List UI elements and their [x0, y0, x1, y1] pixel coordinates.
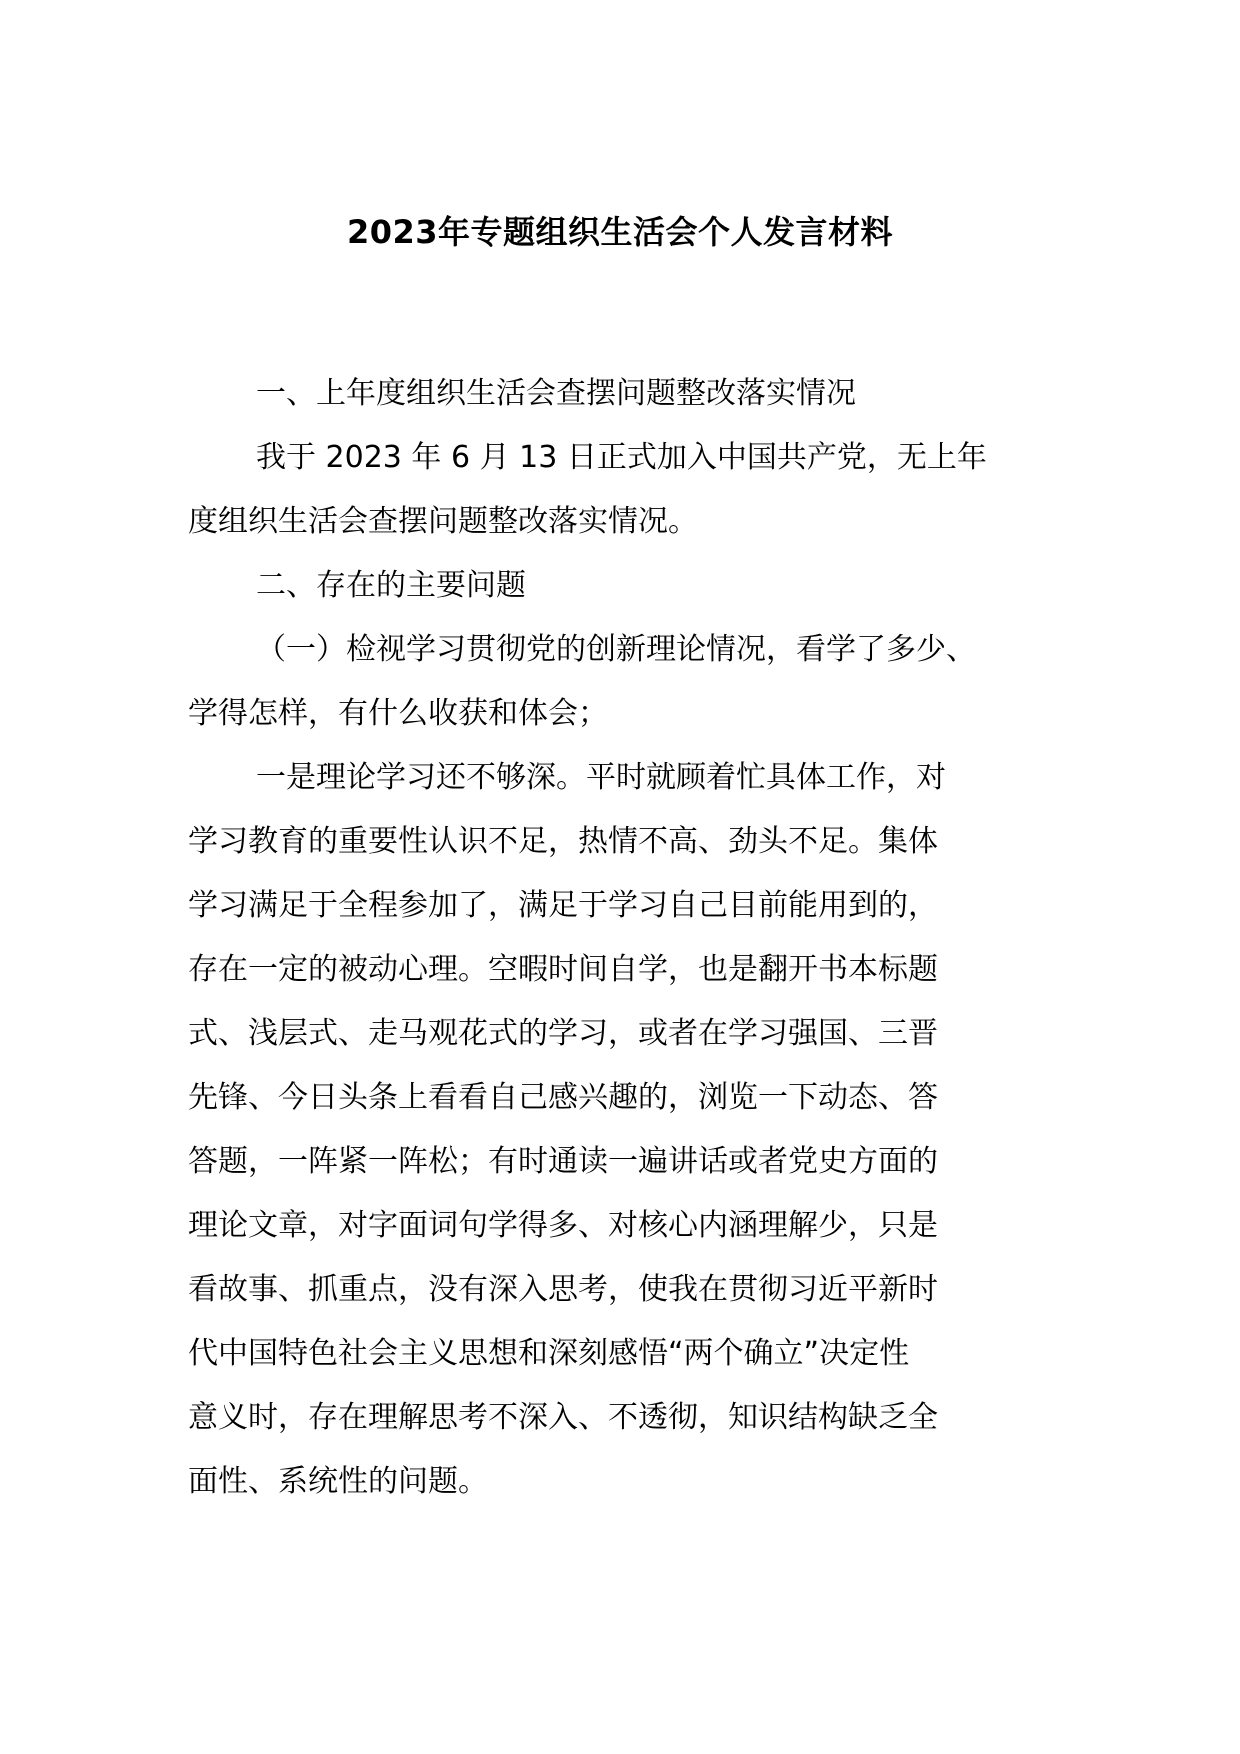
subheading-line: 学得怎样，有什么收获和体会； [188, 696, 608, 731]
paragraph-line: 学习满足于全程参加了，满足于学习自己目前能用到的， [188, 888, 938, 923]
document-title: 2023年专题组织生活会个人发言材料 [346, 213, 894, 251]
heading-1: 一、上年度组织生活会查摆问题整改落实情况 [256, 376, 856, 411]
paragraph-line: 式、浅层式、走马观花式的学习，或者在学习强国、三晋 [188, 1016, 938, 1051]
paragraph-line: 一是理论学习还不够深。平时就顾着忙具体工作，对 [256, 760, 946, 795]
paragraph-line: 看故事、抓重点，没有深入思考，使我在贯彻习近平新时 [188, 1272, 938, 1307]
paragraph-line: 度组织生活会查摆问题整改落实情况。 [188, 504, 698, 539]
paragraph-line: 代中国特色社会主义思想和深刻感悟“两个确立”决定性 [188, 1336, 910, 1371]
subheading-line: （一）检视学习贯彻党的创新理论情况，看学了多少、 [256, 632, 976, 667]
paragraph-line: 答题，一阵紧一阵松；有时通读一遍讲话或者党史方面的 [188, 1144, 938, 1179]
paragraph-line: 先锋、今日头条上看看自己感兴趣的，浏览一下动态、答 [188, 1080, 938, 1115]
paragraph-line: 面性、系统性的问题。 [188, 1464, 488, 1499]
heading-2: 二、存在的主要问题 [256, 568, 526, 603]
paragraph-line: 意义时，存在理解思考不深入、不透彻，知识结构缺乏全 [188, 1400, 938, 1435]
paragraph-line: 学习教育的重要性认识不足，热情不高、劲头不足。集体 [188, 824, 938, 859]
paragraph-line: 理论文章，对字面词句学得多、对核心内涵理解少，只是 [188, 1208, 938, 1243]
paragraph-line: 存在一定的被动心理。空暇时间自学，也是翻开书本标题 [188, 952, 938, 987]
paragraph-line: 我于 2023 年 6 月 13 日正式加入中国共产党，无上年 [256, 440, 987, 475]
